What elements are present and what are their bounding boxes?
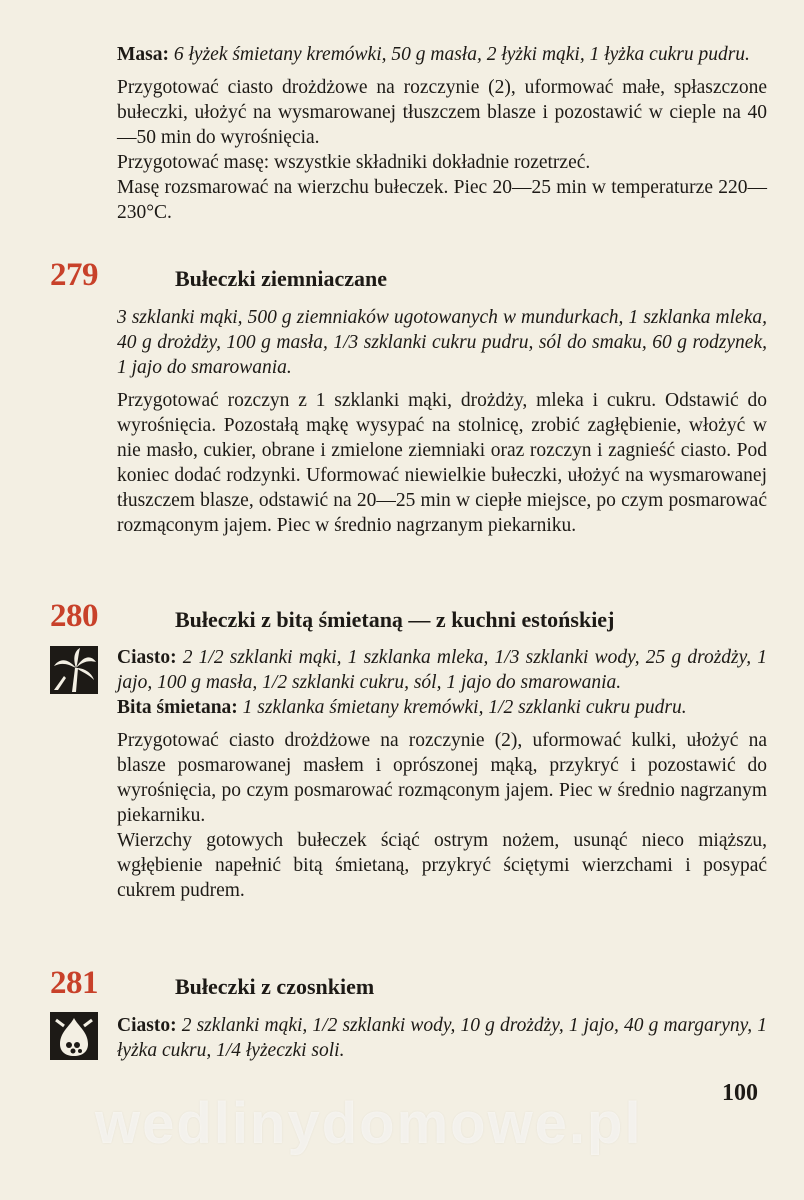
recipe-title: Bułeczki ziemniaczane <box>175 266 388 291</box>
recipe-281-body <box>117 1013 767 1063</box>
intro-paragraph: Masę rozsmarować na wierzchu bułeczek. Piec 20—25 min w temperaturze 220—230°C. <box>117 177 767 223</box>
garlic-icon <box>50 1012 98 1060</box>
intro-paragraph: Przygotować ciasto drożdżowe na rozczynie (2), uformować małe, spłaszczone bułeczki, ułożyć na wysmarowanej tłuszczem blasze i pozostawić w cieple na 40—50 min do wyrośnięcia. <box>117 77 767 148</box>
recipe-279-body <box>117 305 767 538</box>
recipe-method: Przygotować ciasto drożdżowe na rozczynie (2), uformować kulki, ułożyć na blasze posmarowanej masłem i oprószonej mąką, przykryć i pozostawić do wyrośnięcia, po czym posmarować rozmąconym jajem. Piec w średnio nagrzanym piekarniku. <box>117 730 767 826</box>
masa-label: Masa: <box>117 44 169 65</box>
palm-tree-icon <box>50 646 98 694</box>
recipe-number: 281 <box>50 965 98 1001</box>
recipe-method: Przygotować rozczyn z 1 szklanki mąki, drożdży, mleka i cukru. Odstawić do wyrośnięcia. Pozostałą mąkę wysypać na stolnicę, zrobić zagłębienie, włożyć w nie masło, cukier, obrane i zmielone ziemniaki oraz rozczyn i zagnieść ciasto. Pod koniec dodać rodzynki. Uformować niewielkie bułeczki, ułożyć na wysmarowanej tłuszczem blasze, odstawić na 20—25 min w ciepłe miejsce, po czym posmarować rozmąconym jajem. Piec w średnio nagrzanym piekarniku. <box>117 390 767 536</box>
intro-paragraph: Przygotować masę: wszystkie składniki dokładnie rozetrzeć. <box>117 152 591 173</box>
recipe-title: Bułeczki z bitą śmietaną — z kuchni estońskiej <box>175 607 615 632</box>
recipe-280-body <box>117 645 767 903</box>
watermark: wedlinydomowe.pl <box>95 1091 643 1156</box>
recipe-method: Wierzchy gotowych bułeczek ściąć ostrym nożem, usunąć nieco miąższu, wgłębienie napełnić bitą śmietaną, przykryć ściętymi wierzchami i posypać cukrem pudrem. <box>117 830 767 901</box>
intro-section <box>117 42 767 225</box>
recipe-title: Bułeczki z czosnkiem <box>175 974 375 999</box>
masa-line <box>117 42 767 67</box>
recipe-number: 280 <box>50 598 98 634</box>
masa-ingredients: 6 łyżek śmietany kremówki, 50 g masła, 2 łyżki mąki, 1 łyżka cukru pudru. <box>173 44 750 65</box>
page-number: 100 <box>722 1080 758 1106</box>
recipe-ingredients: 3 szklanki mąki, 500 g ziemniaków ugotowanych w mundurkach, 1 szklanka mleka, 40 g drożdży, 100 g masła, 1/3 szklanki cukru pudru, sól do smaku, 60 g rodzynek, 1 jajo do smarowania. <box>117 307 767 378</box>
ciasto-line: Ciasto: 2 1/2 szklanki mąki, 1 szklanka mleka, 1/3 szklanki wody, 25 g drożdży, 1 jajo, 100 g masła, 1/2 szklanki cukru, sól, 1 jajo do smarowania. <box>117 647 767 693</box>
bita-line: Bita śmietana: 1 szklanka śmietany kremówki, 1/2 szklanki cukru pudru. <box>117 697 687 718</box>
recipe-number: 279 <box>50 257 98 293</box>
ciasto-line: Ciasto: 2 szklanki mąki, 1/2 szklanki wody, 10 g drożdży, 1 jajo, 40 g margaryny, 1 łyżka cukru, 1/4 łyżeczki soli. <box>117 1015 768 1061</box>
